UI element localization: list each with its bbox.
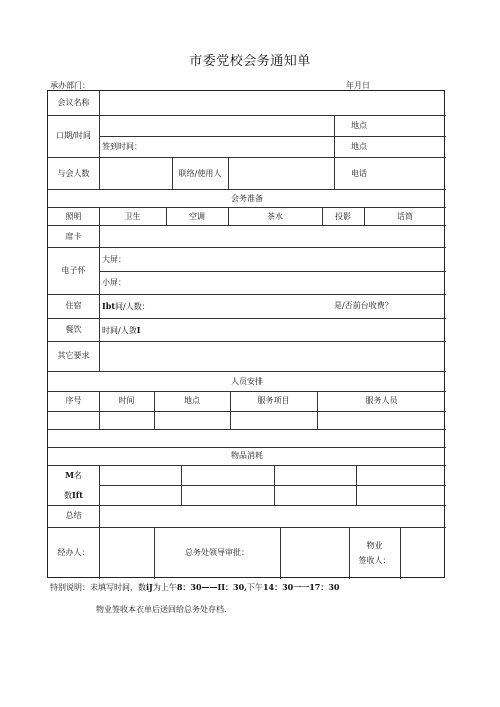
lodging-label: 住宿 <box>65 301 82 310</box>
document-title: 市委党校会务通知单 <box>189 54 311 69</box>
small-screen-label: 小屏： <box>102 278 126 287</box>
checkin-time-label: 签到时间： <box>102 142 142 151</box>
footer-archive-note: 物业签收本衣单后送回给总务处存档. <box>96 605 227 614</box>
prep-item-mic: 话筒 <box>397 212 413 221</box>
time-people-label: 时间/人敛I <box>102 325 141 335</box>
notice-form <box>47 90 445 578</box>
meeting-name-label: 会议名称 <box>57 98 90 107</box>
table-card-label: 席卡 <box>65 232 82 241</box>
leader-approval-label: 总务处领导审批： <box>185 548 249 557</box>
other-label: 其它要求 <box>57 351 90 360</box>
staff-header-service: 服务项目 <box>257 396 290 405</box>
item-name-label: M名 <box>65 470 82 480</box>
e-screen-label: 电子怀 <box>61 266 86 275</box>
staff-header-staff: 服务人员 <box>365 396 398 405</box>
contact-label: 联络/使用人 <box>178 169 222 178</box>
prep-item-lighting: 照明 <box>65 212 82 221</box>
staff-header-no: 序号 <box>65 396 82 405</box>
staff-header-time: 时间 <box>118 396 135 405</box>
property-line1: 物业 <box>366 541 383 550</box>
footer-note: 特别说明：未填写时间，数iJ为上午8：30——II：30,下午14：30一一17：30 <box>50 582 340 592</box>
front-desk-label: 是/否前台收费？ <box>334 301 393 310</box>
handler-label: 经办人： <box>57 548 90 557</box>
location-label: 地点 <box>351 121 367 130</box>
date-label: 年月日 <box>346 81 370 90</box>
staff-header-location: 地点 <box>184 396 200 405</box>
property-line2: 签收人： <box>358 556 391 565</box>
prep-item-tea: 茶水 <box>267 212 283 221</box>
supplies-section-title: 物品消耗 <box>231 451 263 460</box>
prep-item-projector: 投影 <box>335 212 351 221</box>
phone-label: 电话 <box>351 169 367 178</box>
dept-label: 承办部门： <box>50 81 90 90</box>
location2-label: 地点 <box>351 142 367 151</box>
total-label: 总结 <box>65 511 82 520</box>
prep-item-cleaning: 卫生 <box>124 212 141 221</box>
dining-label: 餐饮 <box>65 325 82 334</box>
staff-section-title: 人员安排 <box>231 377 263 386</box>
prep-item-ac: 空调 <box>189 212 205 221</box>
date-time-label: 口期/时间 <box>56 131 91 140</box>
item-qty-label: 数Ift <box>64 490 83 500</box>
prep-section-title: 会务准备 <box>231 194 263 203</box>
rooms-people-label: Ibt间/人数： <box>102 301 150 311</box>
big-screen-label: 大屏： <box>102 255 126 264</box>
attendees-label: 与会人数 <box>57 169 90 178</box>
